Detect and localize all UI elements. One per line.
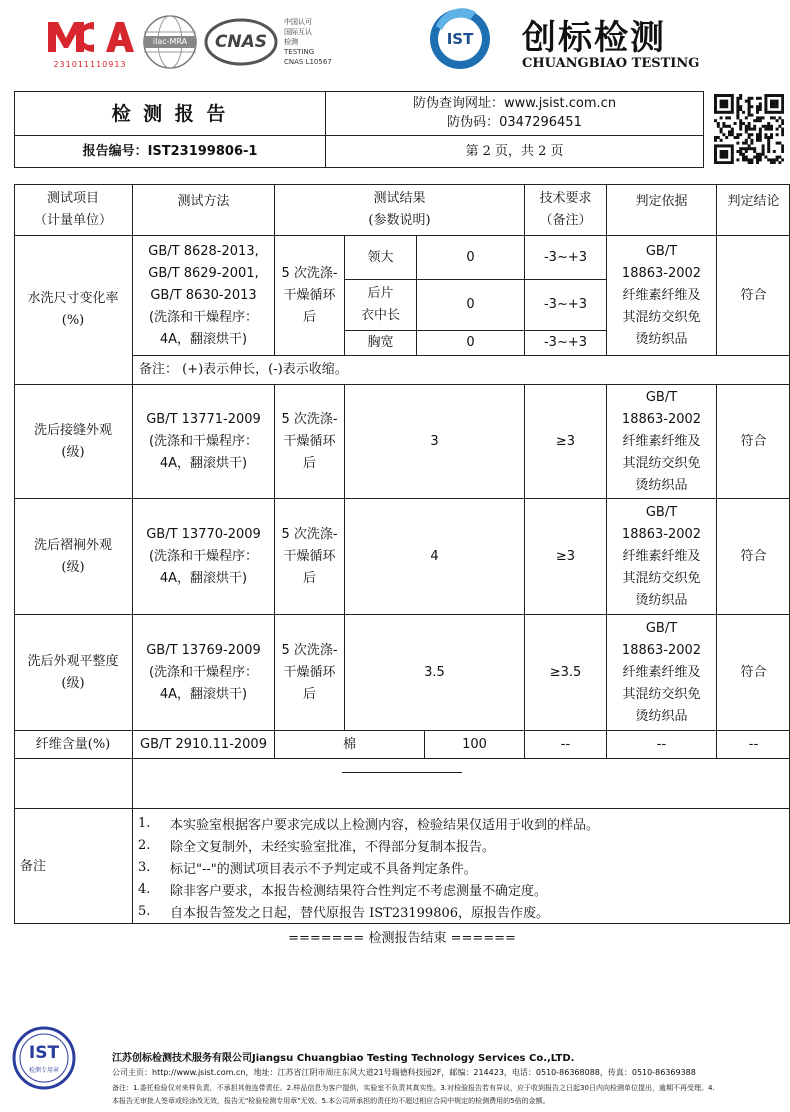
footer-contact: 公司主页：http://www.jsist.com.cn，地址：江苏省江阴市周庄东风大道21号瑞德科技园2F，邮编：214423，电话：0510-86368088，传真：0510-86369388 [112, 1068, 696, 1077]
seal-subtext: 检测专用章 [28, 1067, 59, 1074]
row1-value-back: 0 [466, 297, 475, 312]
header-basis: 判定依据 [635, 194, 688, 209]
ilac-text: ilac-MRA [152, 37, 188, 46]
row4-basis: GB/T 18863-2002 纤维素纤维及 其混纺交织免 烫纺织品 [621, 620, 702, 724]
row1-value-chest: 0 [466, 335, 475, 350]
cnas-text: CNAS [214, 32, 268, 52]
row3-value: 4 [430, 548, 439, 564]
row3-item: 洗后褶裥外观 (级) [33, 537, 112, 575]
remarks-label: 备注 [20, 858, 47, 874]
row2-method: GB/T 13771-2009 (洗涤和干燥程序： 4A，翻滚烘干) [146, 411, 261, 471]
row3-cycle: 5 次洗涤- 干燥循环 后 [281, 526, 338, 586]
row5-item: 纤维含量(%) [35, 736, 111, 752]
row3-basis: GB/T 18863-2002 纤维素纤维及 其混纺交织免 烫纺织品 [621, 504, 702, 608]
row3-req: ≥3 [555, 548, 576, 564]
remark-item: 4. 除非客户要求，本报告检测结果符合性判定不考虑测量不确定度。 [138, 881, 548, 899]
row2-conclusion: 符合 [740, 433, 767, 449]
row3-method: GB/T 13770-2009 (洗涤和干燥程序： 4A，翻滚烘干) [146, 526, 261, 586]
row5-method: GB/T 2910.11-2009 [140, 736, 267, 752]
header-result: 测试结果 (参数说明) [368, 190, 431, 228]
header-item: 测试项目 （计量单位） [33, 190, 112, 228]
row4-value: 3.5 [424, 664, 445, 680]
row2-cycle: 5 次洗涤- 干燥循环 后 [281, 411, 338, 471]
page-info: 第 2 页，共 2 页 [465, 143, 564, 159]
remark-item: 3. 标记"--"的测试项目表示不予判定或不具备判定条件。 [138, 859, 477, 877]
ist-logo [426, 6, 494, 72]
footer-company: 江苏创标检测技术服务有限公司Jiangsu Chuangbiao Testing Technology Services Co.,LTD. [112, 1053, 575, 1064]
remark-item: 1. 本实验室根据客户要求完成以上检测内容，检验结果仅适用于收到的样品。 [138, 815, 600, 833]
row1-basis: GB/T 18863-2002 纤维素纤维及 其混纺交织免 烫纺织品 [621, 243, 702, 347]
row2-item: 洗后接缝外观 (级) [33, 422, 112, 460]
header-conclusion: 判定结论 [727, 194, 780, 209]
row1-req-chest: -3~+3 [543, 335, 588, 350]
row1-param-back: 后片 衣中长 [360, 286, 400, 323]
cma-mark-icon [44, 14, 136, 58]
results-table [14, 184, 790, 924]
row3-conclusion: 符合 [740, 548, 767, 564]
ist-seal [12, 1026, 76, 1090]
verify-site: 防伪查询网址：www.jsist.com.cn [412, 96, 617, 111]
row5-req: -- [560, 736, 571, 752]
row1-conclusion: 符合 [740, 287, 767, 303]
row5-value: 100 [462, 736, 487, 752]
blank-divider [342, 772, 462, 773]
company-name-en: CHUANGBIAO TESTING [522, 56, 700, 71]
remark-item: 2. 除全文复制外，未经实验室批准，不得部分复制本报告。 [138, 837, 496, 855]
row1-method: GB/T 8628-2013, GB/T 8629-2001, GB/T 8630-2013 (洗涤和干燥程序： 4A，翻滚烘干) [148, 243, 259, 347]
row4-item: 洗后外观平整度 (级) [27, 653, 119, 691]
row2-req: ≥3 [555, 433, 576, 449]
header-requirement: 技术要求 （备注） [539, 190, 592, 228]
row4-cycle: 5 次洗涤- 干燥循环 后 [281, 642, 338, 702]
row1-item: 水洗尺寸变化率 (%) [27, 291, 119, 328]
row4-conclusion: 符合 [740, 664, 767, 680]
qr-code[interactable] [714, 94, 784, 164]
row1-param-chest: 胸宽 [367, 335, 394, 350]
row4-req: ≥3.5 [549, 664, 582, 680]
report-end-mark: ======= 检测报告结束 ====== [288, 931, 516, 946]
row1-param-collar: 领大 [367, 249, 394, 265]
ilac-logo [142, 14, 198, 70]
row5-conclusion: -- [748, 736, 759, 752]
row4-method: GB/T 13769-2009 (洗涤和干燥程序： 4A，翻滚烘干) [146, 642, 261, 702]
row1-value-collar: 0 [466, 249, 475, 265]
seal-text: IST [28, 1043, 60, 1063]
report-title: 检 测 报 告 [111, 102, 229, 125]
row5-basis: -- [656, 736, 667, 752]
row1-cycle: 5 次洗涤- 干燥循环 后 [281, 265, 338, 325]
remarks-list [138, 812, 788, 922]
remark-item: 5. 自本报告签发之日起，替代原报告 IST23199806，原报告作废。 [138, 903, 550, 921]
row2-value: 3 [430, 433, 439, 449]
footer-note-2: 本报告无审批人签章或经涂改无效，报告无"检验检测专用章"无效。5.本公司所承担的责任均不超过相应合同中规定的检测费用的5倍的金额。 [112, 1097, 550, 1105]
footer-note-1: 备注：1.委托检验仅对来样负责，不承担其他连带责任。2.样品信息为客户提供，实验室不负责其真实性。3.对检验报告若有异议，应于收到报告之日起30日内向检测单位提出，逾期不再受理。4. [112, 1084, 715, 1092]
cma-number: 231011110913 [53, 60, 127, 69]
row5-param: 棉 [342, 736, 356, 752]
anti-counterfeit [326, 94, 703, 134]
row1-req-back: -3~+3 [543, 297, 588, 312]
row1-note: 备注： (+)表示伸长，(-)表示收缩。 [139, 362, 348, 377]
report-number: 报告编号：IST23199806-1 [82, 143, 258, 159]
report-info-box [14, 91, 704, 168]
row1-req-collar: -3~+3 [543, 249, 588, 265]
cnas-description: 中国认可 国际互认 检测 TESTING CNAS L10567 [284, 18, 332, 66]
row2-basis: GB/T 18863-2002 纤维素纤维及 其混纺交织免 烫纺织品 [621, 389, 702, 493]
company-name-cn: 创标检测 [522, 18, 666, 58]
cnas-logo [204, 16, 278, 68]
cma-logo [44, 14, 136, 72]
qr-code-icon [714, 94, 784, 164]
header-method: 测试方法 [177, 194, 230, 209]
verify-code: 防伪码：0347296451 [447, 115, 582, 130]
ist-text: IST [446, 30, 474, 48]
